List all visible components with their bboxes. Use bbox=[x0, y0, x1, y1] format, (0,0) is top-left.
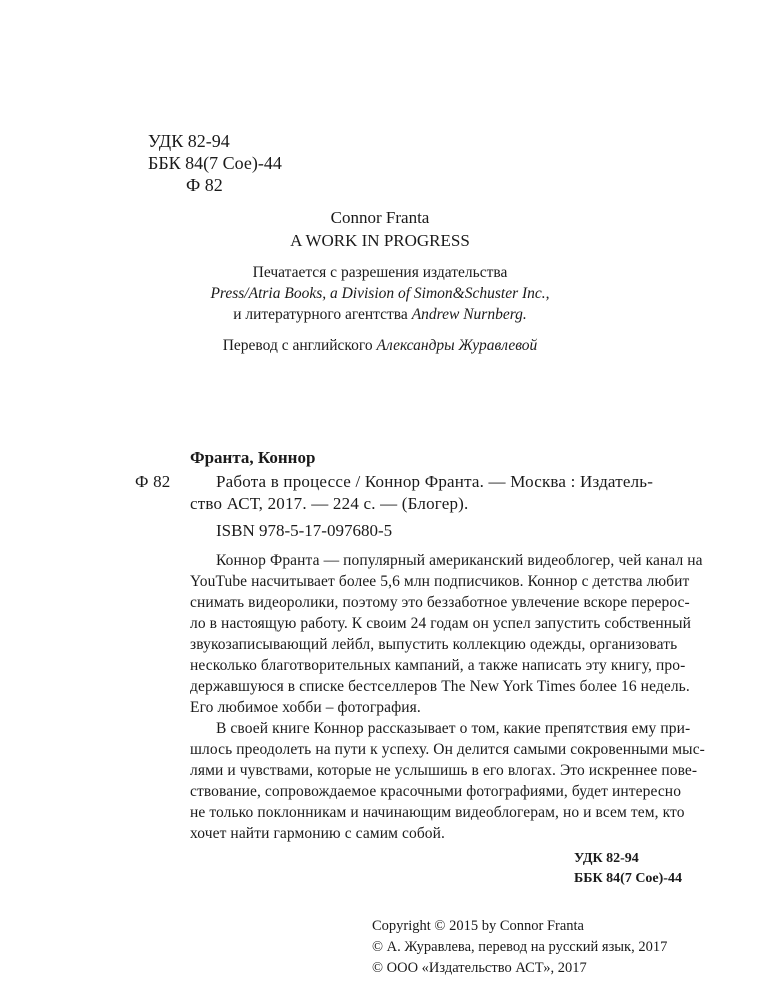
catalog-line-1: Работа в процессе / Коннор Франта. — Москва : Издатель- bbox=[216, 472, 654, 491]
translation-prefix: Перевод с английского bbox=[222, 337, 377, 354]
catalog-line-2: ство АСТ, 2017. — 224 с. — (Блогер). bbox=[190, 494, 469, 513]
annotation-line-6: несколько благотворительных кампаний, а также написать эту книгу, про- bbox=[190, 657, 686, 674]
annotation-line-11: лями и чувствами, которые не услышишь в его влогах. Это искреннее пове- bbox=[190, 762, 698, 779]
annotation-line-5: звукозаписывающий лейбл, выпустить коллекцию одежды, организовать bbox=[190, 636, 678, 653]
original-author: Connor Franta bbox=[330, 208, 430, 227]
annotation-line-4: ло в настоящую работу. К своим 24 годам он успел запустить собственный bbox=[190, 615, 692, 632]
copyright-translation: © А. Журавлева, перевод на русский язык, 2017 bbox=[372, 939, 668, 955]
annotation-line-14: хочет найти гармонию с самим собой. bbox=[190, 825, 446, 842]
annotation-line-7: державшуюся в списке бестселлеров The New York Times более 16 недель. bbox=[190, 678, 690, 695]
bbk-code: ББК 84(7 Сое)-44 bbox=[148, 153, 282, 173]
annotation-line-12: ствование, сопровождаемое красочными фотографиями, будет интересно bbox=[190, 783, 682, 800]
copyright-author: Copyright © 2015 by Connor Franta bbox=[372, 918, 584, 934]
catalog-author-heading: Франта, Коннор bbox=[190, 448, 316, 467]
author-mark: Ф 82 bbox=[186, 175, 223, 195]
copyright-publisher: © ООО «Издательство АСТ», 2017 bbox=[372, 960, 587, 976]
annotation-line-8: Его любимое хобби – фотография. bbox=[190, 699, 421, 716]
annotation-bbk: ББК 84(7 Сое)-44 bbox=[574, 871, 682, 886]
udk-code: УДК 82-94 bbox=[148, 131, 230, 151]
isbn: ISBN 978-5-17-097680-5 bbox=[216, 521, 393, 540]
annotation-line-9: В своей книге Коннор рассказывает о том, какие препятствия ему при- bbox=[216, 720, 691, 737]
translator-name: Александры Журавлевой bbox=[376, 337, 538, 354]
annotation-line-3: снимать видеоролики, поэтому это беззаботное увлечение вскоре перерос- bbox=[190, 594, 690, 611]
permission-line-2: Press/Atria Books, a Division of Simon&Schuster Inc., bbox=[210, 285, 550, 302]
permission-line-1: Печатается с разрешения издательства bbox=[252, 264, 508, 281]
annotation-line-13: не только поклонникам и начинающим видеоблогерам, но и всем тем, кто bbox=[190, 804, 685, 821]
catalog-mark: Ф 82 bbox=[135, 472, 171, 491]
annotation-line-1: Коннор Франта — популярный американский видеоблогер, чей канал на bbox=[216, 552, 703, 569]
literary-agency: Andrew Nurnberg. bbox=[411, 306, 527, 323]
annotation-line-2: YouTube насчитывает более 5,6 млн подписчиков. Коннор с детства любит bbox=[190, 573, 690, 590]
permission-line-3 bbox=[0, 304, 760, 325]
annotation-udk: УДК 82-94 bbox=[574, 851, 639, 866]
translation-credit bbox=[0, 335, 760, 356]
annotation-line-10: шлось преодолеть на пути к успеху. Он делится самыми сокровенными мыс- bbox=[190, 741, 705, 758]
original-title: A WORK IN PROGRESS bbox=[290, 231, 470, 250]
permission-line-3-prefix: и литературного агентства bbox=[233, 306, 412, 323]
